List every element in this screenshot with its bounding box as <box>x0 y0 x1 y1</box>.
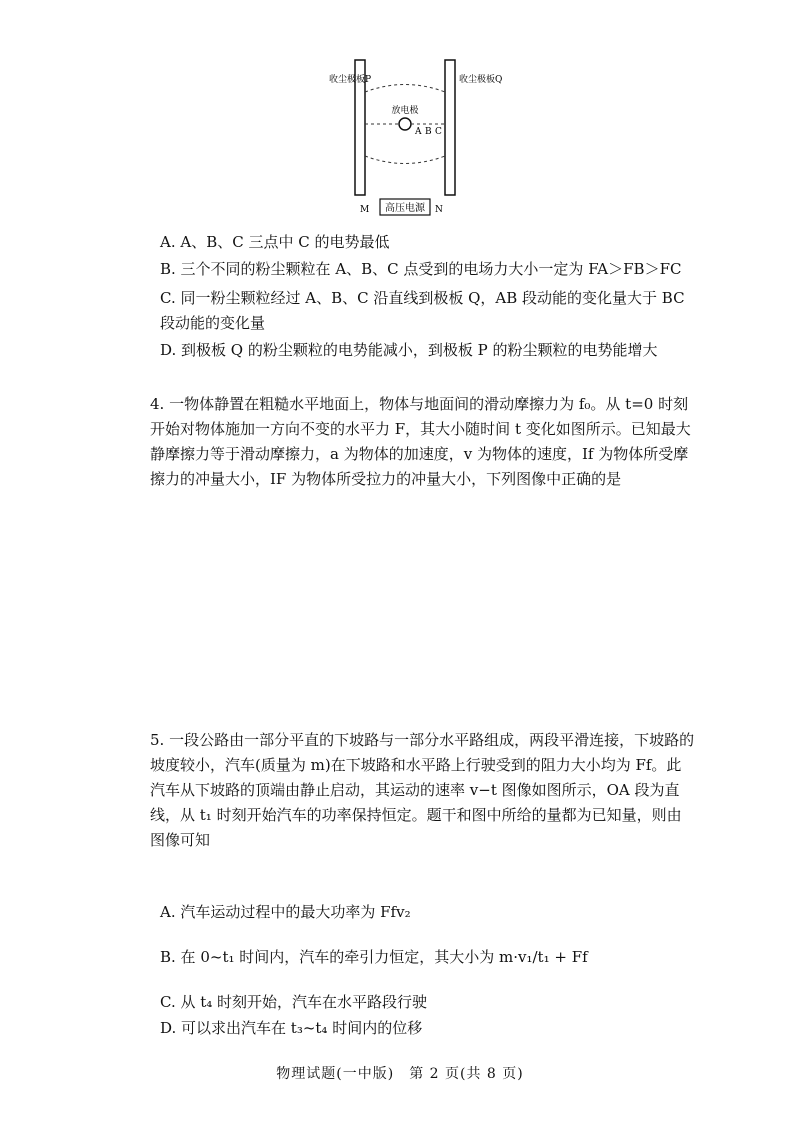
point-a-label: A <box>415 127 422 137</box>
terminal-m-label: M <box>360 205 370 215</box>
field-lines <box>365 85 445 164</box>
page-footer: 物理试题(一中版) 第 2 页(共 8 页) <box>276 1066 524 1082</box>
q3-option-b: B. 三个不同的粉尘颗粒在 A、B、C 点受到的电场力大小一定为 FA＞FB＞FC <box>160 260 682 278</box>
point-c-label: C <box>435 127 442 137</box>
q5-option-a: A. 汽车运动过程中的最大功率为 Ffv₂ <box>160 903 411 921</box>
plate-q-label: 收尘极板Q <box>459 75 503 85</box>
precipitator-svg <box>325 52 503 227</box>
q5-stem: 5. 一段公路由一部分平直的下坡路与一部分水平路组成，两段平滑连接，下坡路的坡度较小，汽车(质量为 m)在下坡路和水平路上行驶受到的阻力大小均为 Ff。此汽车从下坡路的顶端由静止启动，其运动的速率 v−t 图像如图所示，OA 段为直线，从 t₁ 时刻开始汽车的功率保持恒定。题干和图中所给的量都为已知量，则由图像可知 <box>150 731 695 849</box>
q3-option-a: A. A、B、C 三点中 C 的电势最低 <box>160 233 390 251</box>
terminal-n-label: N <box>435 205 443 215</box>
power-label: 高压电源 <box>385 203 425 214</box>
point-b-label: B <box>425 127 432 137</box>
q5-option-b: B. 在 0~t₁ 时间内，汽车的牵引力恒定，其大小为 m·v₁/t₁ + Ff <box>160 948 588 966</box>
q3-option-c: C. 同一粉尘颗粒经过 A、B、C 沿直线到极板 Q，AB 段动能的变化量大于 BC 段动能的变化量 <box>160 289 685 332</box>
plate-q <box>445 60 455 195</box>
discharge-electrode <box>399 118 411 130</box>
plate-p-label: 收尘极板P <box>329 75 372 85</box>
q4-stem: 4. 一物体静置在粗糙水平地面上，物体与地面间的滑动摩擦力为 f₀。从 t=0 时刻开始对物体施加一方向不变的水平力 F，其大小随时间 t 变化如图所示。已知最大静摩擦力等于滑动摩擦力，a 为物体的加速度，v 为物体的速度，If 为物体所受摩擦力的冲量大小，IF 为物体所受拉力的冲量大小，下列图像中正确的是 <box>150 395 691 488</box>
q3-option-d: D. 到极板 Q 的粉尘颗粒的电势能减小，到极板 P 的粉尘颗粒的电势能增大 <box>160 341 658 359</box>
center-label: 放电极 <box>391 106 419 116</box>
q5-option-c: C. 从 t₄ 时刻开始，汽车在水平路段行驶 <box>160 993 428 1011</box>
precipitator-diagram <box>325 52 503 227</box>
q5-option-d: D. 可以求出汽车在 t₃~t₄ 时间内的位移 <box>160 1019 423 1037</box>
